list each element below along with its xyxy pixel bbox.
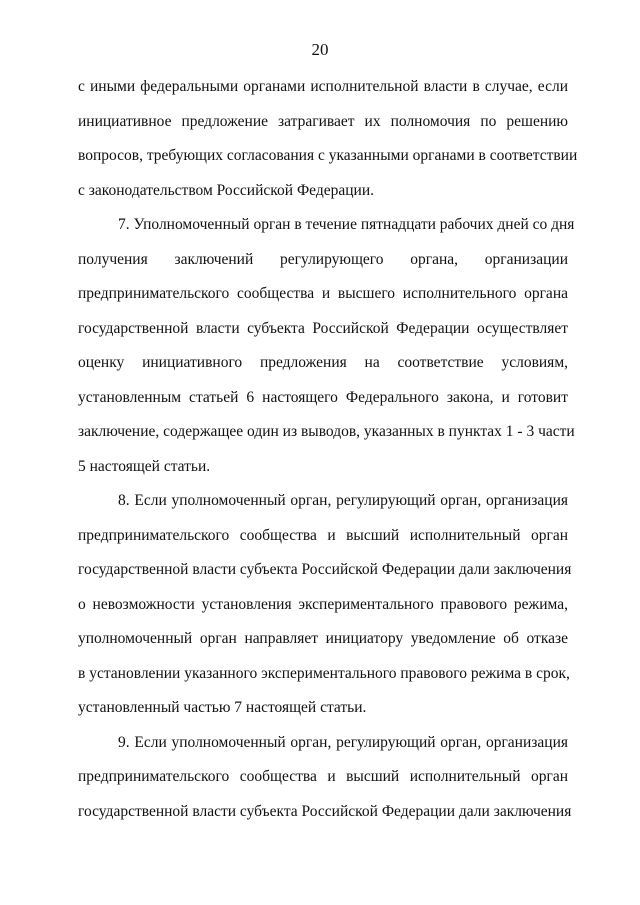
text-line: о невозможности установления экспериментального правового режима, <box>78 595 568 613</box>
text-line: 8. Если уполномоченный орган, регулирующий орган, организация <box>118 492 568 509</box>
text-line: 5 настоящей статьи. <box>78 457 211 475</box>
text-line: установленный частью 7 настоящей статьи. <box>78 699 367 716</box>
text-line: 7. Уполномоченный орган в течение пятнадцати рабочих дней со дня <box>118 216 575 233</box>
text-line: инициативное предложение затрагивает их полномочия по решению <box>78 112 568 130</box>
text-line: с законодательством Российской Федерации. <box>78 181 375 199</box>
text-line: оценку инициативного предложения на соответствие условиям, <box>78 354 568 371</box>
text-line: государственной власти субъекта Российской Федерации дали заключения <box>78 561 572 578</box>
text-line: в установлении указанного экспериментального правового режима в срок, <box>78 664 570 682</box>
text-line: предпринимательского сообщества и высший исполнительный орган <box>78 768 568 785</box>
text-line: предпринимательского сообщества и высший исполнительный орган <box>78 526 568 544</box>
text-line: с иными федеральными органами исполнительной власти в случае, если <box>78 78 568 95</box>
text-line: государственной власти субъекта Российской Федерации дали заключения <box>78 802 572 820</box>
text-line: получения заключений регулирующего органа, организации <box>78 250 568 268</box>
text-line: предпринимательского сообщества и высшего исполнительного органа <box>78 285 568 302</box>
text-line: 9. Если уполномоченный орган, регулирующий орган, организация <box>118 733 568 751</box>
page-number: 20 <box>311 40 329 59</box>
text-line: вопросов, требующих согласования с указанными органами в соответствии <box>78 147 578 164</box>
document-body <box>78 70 578 829</box>
text-line: уполномоченный орган направляет инициатору уведомление об отказе <box>78 630 568 647</box>
text-line: заключение, содержащее один из выводов, указанных в пунктах 1 - 3 части <box>78 423 575 440</box>
text-line: установленным статьей 6 настоящего Федерального закона, и готовит <box>78 388 568 406</box>
text-line: государственной власти субъекта Российской Федерации осуществляет <box>78 319 568 337</box>
